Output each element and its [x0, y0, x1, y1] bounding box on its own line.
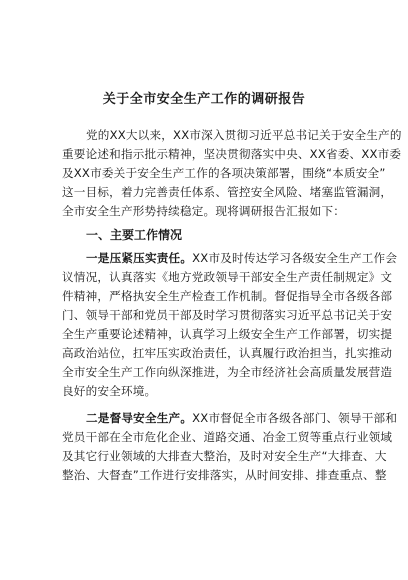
para1-line-3: 件精神，严格执安全生产检查工作机制。督促指导全市各级各部 — [62, 289, 393, 303]
para1-line-8: 良好的安全环境。 — [62, 384, 157, 398]
para1-lead: 一是压紧压实责任。 — [86, 251, 193, 265]
para2-line-1 — [86, 411, 398, 425]
para2-line-2: 党员干部在全市危化企业、道路交通、冶金工贸等重点行业领域 — [62, 430, 393, 444]
para1-line-4: 门、领导干部和党员干部及时学习贯彻落实习近平总书记关于安 — [62, 308, 393, 322]
intro-line-4: 这一目标，着力完善责任体系、管控安全风险、堵塞监管漏洞， — [62, 185, 393, 199]
section-heading: 一、主要工作情况 — [86, 228, 183, 242]
para1-line-6: 高政治站位，扛牢压实政治责任，认真履行政治担当，扎实推动 — [62, 346, 393, 360]
para1-line-2: 议情况，认真落实《地方党政领导干部安全生产责任制规定》文 — [62, 270, 393, 284]
para1-first-rest: XX市及时传达学习各级安全生产工作会 — [192, 251, 398, 265]
intro-line-1: 党的XX大以来，XX市深入贯彻习近平总书记关于安全生产的 — [86, 128, 402, 142]
para1-line-5: 全生产重要论述精神，认真学习上级安全生产工作部署，切实提 — [62, 327, 393, 341]
intro-line-3: 及XX市委关于安全生产工作的各项决策部署，围绕“本质安全” — [62, 166, 386, 180]
para1-line-7: 全市安全生产工作向纵深推进，为全市经济社会高质量发展营造 — [62, 365, 393, 379]
para2-lead: 二是督导安全生产。 — [86, 411, 193, 425]
intro-line-5: 全市安全生产形势持续稳定。现将调研报告汇报如下： — [62, 204, 346, 218]
intro-line-2: 重要论述和指示批示精神，坚决贯彻落实中央、XX省委、XX市委 — [62, 147, 402, 161]
para2-line-3: 及其它行业领域的大排查大整治，及时对安全生产“大排查、大 — [62, 449, 387, 463]
para1-line-1 — [86, 251, 398, 265]
document-title: 关于全市安全生产工作的调研报告 — [102, 92, 306, 107]
para2-first-rest: XX市督促全市各级各部门、领导干部和 — [192, 411, 398, 425]
para2-line-4: 整治、大督查”工作进行安排落实，从时间安排、排查重点、整 — [62, 468, 387, 482]
